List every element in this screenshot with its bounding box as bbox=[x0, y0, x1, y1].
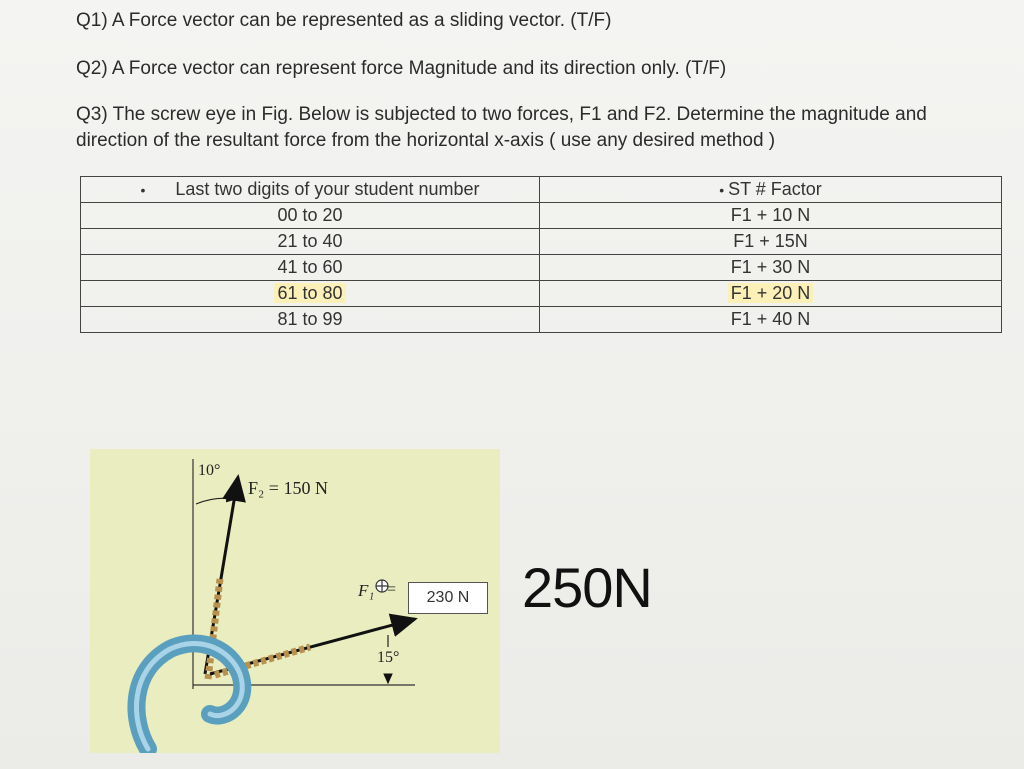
highlighted-range: 61 to 80 bbox=[274, 283, 345, 303]
range-cell: 41 to 60 bbox=[81, 255, 540, 281]
factor-cell: F1 + 15N bbox=[540, 229, 1002, 255]
factor-cell bbox=[540, 281, 1002, 307]
factor-cell: F1 + 30 N bbox=[540, 255, 1002, 281]
f1-equals: = bbox=[387, 581, 397, 598]
question-2: Q2) A Force vector can represent force Magnitude and its direction only. (T/F) bbox=[76, 58, 727, 79]
range-cell bbox=[81, 281, 540, 307]
handwritten-answer: 250N bbox=[522, 556, 652, 619]
angle-arc-10 bbox=[196, 498, 236, 504]
f1-symbol: F₁ bbox=[358, 581, 375, 600]
table-row bbox=[81, 203, 1002, 229]
student-number-factor-table bbox=[80, 176, 1002, 333]
table-row bbox=[81, 307, 1002, 333]
factor-cell: F1 + 40 N bbox=[540, 307, 1002, 333]
table-header-left: • Last two digits of your student number bbox=[81, 177, 540, 203]
range-cell: 81 to 99 bbox=[81, 307, 540, 333]
f1-value-box: 230 N bbox=[408, 582, 488, 614]
table-row bbox=[81, 255, 1002, 281]
question-3: Q3) The screw eye in Fig. Below is subjected to two forces, F1 and F2. Determine the magnitude and direction of the resultant force from the horizontal x-axis ( use any desired method ) bbox=[76, 104, 927, 151]
factor-cell: F1 + 10 N bbox=[540, 203, 1002, 229]
bullet-icon: • bbox=[719, 182, 725, 199]
table-header-right: • ST # Factor bbox=[540, 177, 1002, 203]
table-header-row bbox=[81, 177, 1002, 203]
range-cell: 00 to 20 bbox=[81, 203, 540, 229]
table-row bbox=[81, 229, 1002, 255]
question-1: Q1) A Force vector can be represented as a sliding vector. (T/F) bbox=[76, 10, 612, 31]
angle-10-label: 10° bbox=[198, 462, 221, 479]
angle-15-label: 15° bbox=[377, 649, 400, 666]
screw-eye-figure bbox=[90, 449, 500, 753]
table-row-highlighted bbox=[81, 281, 1002, 307]
bullet-icon: • bbox=[140, 182, 146, 199]
highlighted-factor: F1 + 20 N bbox=[728, 283, 814, 303]
f2-label: F₂ = 150 N bbox=[248, 478, 328, 498]
range-cell: 21 to 40 bbox=[81, 229, 540, 255]
